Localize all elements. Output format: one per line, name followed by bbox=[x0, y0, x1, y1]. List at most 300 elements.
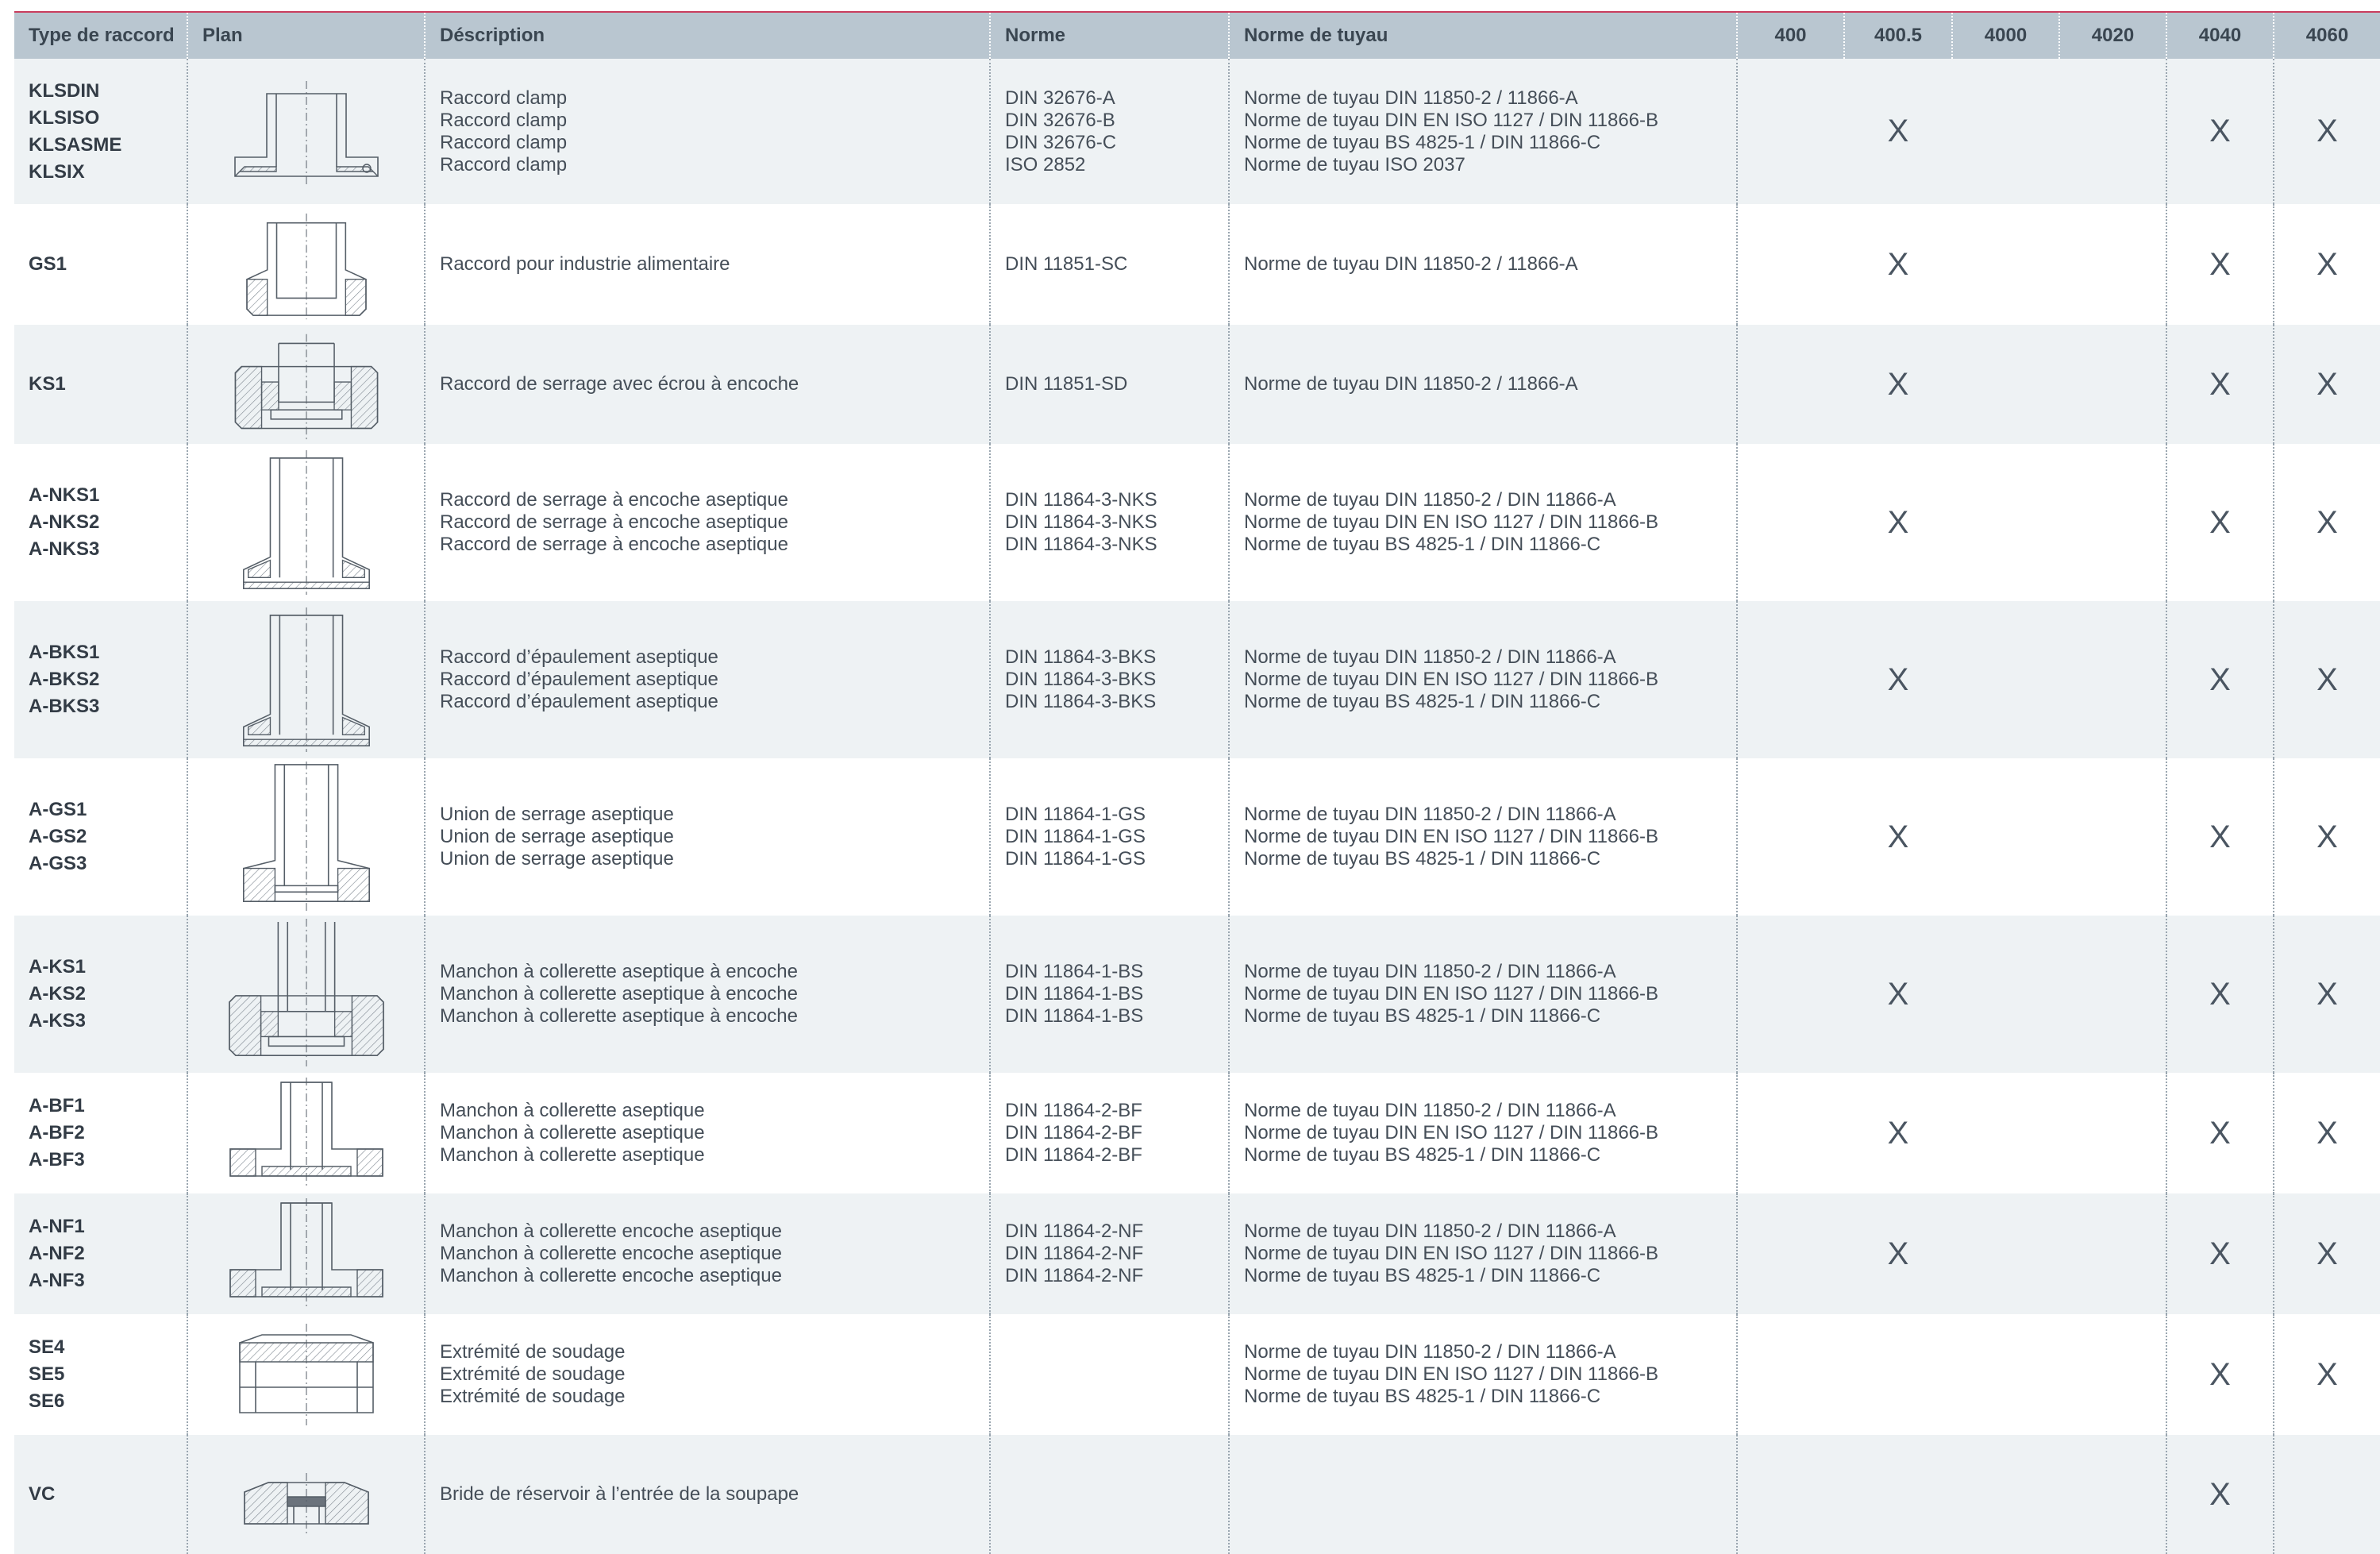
header-series-400: 400 bbox=[1737, 13, 1844, 59]
type-code: VC bbox=[29, 1483, 56, 1505]
description-line: Raccord de serrage à encoche aseptique bbox=[440, 534, 788, 555]
pipe-standard-cell-lines bbox=[1244, 1214, 1736, 1294]
description-line: Union de serrage aseptique bbox=[440, 804, 674, 825]
compatibility-mark: X bbox=[2316, 976, 2338, 1012]
pipe-standard-line: Norme de tuyau DIN 11850-2 / DIN 11866-A bbox=[1244, 489, 1616, 511]
norme-line: DIN 32676-A bbox=[1005, 87, 1115, 109]
connection-types-table bbox=[14, 13, 2380, 1554]
series-mark-s4000 bbox=[1952, 204, 2059, 325]
type-code: A-BKS3 bbox=[29, 696, 100, 717]
description-line: Manchon à collerette aseptique bbox=[440, 1100, 705, 1121]
pipe-standard-cell-lines bbox=[1244, 797, 1736, 877]
type-code: A-KS1 bbox=[29, 956, 87, 978]
tank-flange-icon bbox=[211, 1451, 402, 1538]
pipe-standard-line: Norme de tuyau DIN 11850-2 / DIN 11866-A bbox=[1244, 804, 1616, 825]
pipe-standard-cell-lines bbox=[1244, 253, 1736, 276]
norme-cell-lines bbox=[1005, 253, 1228, 276]
description-cell bbox=[425, 59, 990, 204]
aseptic-flange-icon bbox=[211, 1076, 402, 1190]
series-mark-s4005 bbox=[1844, 1314, 1952, 1435]
series-mark-s4060 bbox=[2274, 1073, 2380, 1193]
compatibility-mark: X bbox=[1887, 661, 1909, 697]
series-mark-s4020 bbox=[2059, 758, 2166, 916]
type-code: A-KS2 bbox=[29, 983, 87, 1005]
aseptic-slotted-nut-icon bbox=[211, 917, 402, 1071]
description-cell-lines bbox=[440, 483, 989, 562]
description-cell-lines bbox=[440, 1214, 989, 1294]
compatibility-mark: X bbox=[1887, 976, 1909, 1012]
compatibility-mark: X bbox=[2316, 366, 2338, 402]
aseptic-notched-ferrule-icon bbox=[211, 445, 402, 600]
series-mark-s4000 bbox=[1952, 1073, 2059, 1193]
type-code: KS1 bbox=[29, 373, 66, 395]
type-code: A-BF3 bbox=[29, 1149, 85, 1170]
norme-line: DIN 11864-1-GS bbox=[1005, 804, 1146, 825]
series-mark-s4060 bbox=[2274, 1193, 2380, 1314]
description-cell bbox=[425, 1314, 990, 1435]
type-codes-cell bbox=[14, 325, 187, 444]
series-mark-s4020 bbox=[2059, 444, 2166, 601]
type-code: A-KS3 bbox=[29, 1010, 87, 1032]
norme-cell bbox=[990, 916, 1229, 1073]
compatibility-mark: X bbox=[2209, 504, 2231, 540]
series-mark-s400 bbox=[1737, 1193, 1844, 1314]
norme-cell-lines bbox=[1005, 954, 1228, 1034]
series-mark-s4020 bbox=[2059, 204, 2166, 325]
pipe-standard-line: Norme de tuyau BS 4825-1 / DIN 11866-C bbox=[1244, 131, 1601, 153]
table-row bbox=[14, 601, 2380, 758]
table-row bbox=[14, 1314, 2380, 1435]
header-series-4020: 4020 bbox=[2059, 13, 2166, 59]
series-mark-s4020 bbox=[2059, 325, 2166, 444]
norme-cell bbox=[990, 1314, 1229, 1435]
series-mark-s4000 bbox=[1952, 916, 2059, 1073]
pipe-standard-line: Norme de tuyau DIN 11850-2 / 11866-A bbox=[1244, 373, 1578, 395]
series-mark-s400 bbox=[1737, 204, 1844, 325]
norme-line: DIN 11864-3-BKS bbox=[1005, 646, 1157, 668]
norme-line: DIN 11864-3-NKS bbox=[1005, 511, 1157, 533]
header-norme: Norme bbox=[990, 13, 1229, 59]
type-code: SE6 bbox=[29, 1390, 65, 1412]
description-cell-lines bbox=[440, 797, 989, 877]
plan-cell bbox=[187, 916, 425, 1073]
series-mark-s4060 bbox=[2274, 601, 2380, 758]
pipe-standard-line: Norme de tuyau DIN 11850-2 / DIN 11866-A bbox=[1244, 961, 1616, 982]
series-mark-s4005 bbox=[1844, 758, 1952, 916]
plan-cell bbox=[187, 59, 425, 204]
compatibility-mark: X bbox=[2316, 1236, 2338, 1271]
plan-cell bbox=[187, 1193, 425, 1314]
pipe-standard-cell-lines bbox=[1244, 373, 1736, 395]
compatibility-mark: X bbox=[1887, 819, 1909, 854]
type-code: A-NKS2 bbox=[29, 511, 100, 533]
norme-cell bbox=[990, 444, 1229, 601]
type-code: A-BKS2 bbox=[29, 669, 100, 690]
type-codes-cell bbox=[14, 1073, 187, 1193]
type-code: KLSASME bbox=[29, 133, 122, 156]
norme-cell bbox=[990, 325, 1229, 444]
compatibility-mark: X bbox=[1887, 1236, 1909, 1271]
description-line: Union de serrage aseptique bbox=[440, 848, 674, 870]
pipe-standard-cell bbox=[1229, 601, 1737, 758]
description-cell bbox=[425, 916, 990, 1073]
series-mark-s4040 bbox=[2166, 1073, 2274, 1193]
norme-cell bbox=[990, 601, 1229, 758]
plan-cell bbox=[187, 601, 425, 758]
pipe-standard-line: Norme de tuyau BS 4825-1 / DIN 11866-C bbox=[1244, 1005, 1601, 1027]
norme-line: DIN 11864-2-NF bbox=[1005, 1220, 1144, 1242]
norme-cell-lines bbox=[1005, 1093, 1228, 1173]
description-cell bbox=[425, 204, 990, 325]
pipe-standard-line: Norme de tuyau BS 4825-1 / DIN 11866-C bbox=[1244, 848, 1601, 870]
series-mark-s4020 bbox=[2059, 601, 2166, 758]
series-mark-s4000 bbox=[1952, 325, 2059, 444]
series-mark-s4060 bbox=[2274, 59, 2380, 204]
series-mark-s4020 bbox=[2059, 916, 2166, 1073]
norme-line: DIN 11851-SD bbox=[1005, 373, 1128, 395]
norme-cell bbox=[990, 1435, 1229, 1554]
type-code: A-BKS1 bbox=[29, 642, 100, 663]
series-mark-s400 bbox=[1737, 1073, 1844, 1193]
compatibility-mark: X bbox=[2209, 366, 2231, 402]
header-pipe-standard: Norme de tuyau bbox=[1229, 13, 1737, 59]
pipe-standard-line: Norme de tuyau DIN EN ISO 1127 / DIN 11866-B bbox=[1244, 511, 1659, 533]
pipe-standard-line: Norme de tuyau DIN EN ISO 1127 / DIN 11866-B bbox=[1244, 1363, 1659, 1385]
compatibility-mark: X bbox=[2209, 819, 2231, 854]
series-mark-s400 bbox=[1737, 916, 1844, 1073]
series-mark-s4060 bbox=[2274, 916, 2380, 1073]
series-mark-s4040 bbox=[2166, 444, 2274, 601]
norme-line: DIN 11864-1-BS bbox=[1005, 983, 1144, 1005]
pipe-standard-cell-lines bbox=[1244, 84, 1736, 179]
table-row bbox=[14, 59, 2380, 204]
series-mark-s4000 bbox=[1952, 59, 2059, 204]
plan-cell bbox=[187, 1314, 425, 1435]
series-mark-s4060 bbox=[2274, 204, 2380, 325]
description-line: Manchon à collerette aseptique à encoche bbox=[440, 961, 798, 982]
type-code: SE4 bbox=[29, 1336, 65, 1358]
table-row bbox=[14, 444, 2380, 601]
description-line: Raccord d’épaulement aseptique bbox=[440, 646, 718, 668]
description-line: Manchon à collerette aseptique à encoche bbox=[440, 983, 798, 1005]
description-line: Raccord de serrage à encoche aseptique bbox=[440, 511, 788, 533]
norme-cell bbox=[990, 758, 1229, 916]
type-code: A-GS2 bbox=[29, 826, 87, 847]
compatibility-mark: X bbox=[2316, 114, 2338, 148]
plan-cell bbox=[187, 1073, 425, 1193]
series-mark-s4040 bbox=[2166, 601, 2274, 758]
series-mark-s4040 bbox=[2166, 1314, 2274, 1435]
compatibility-mark: X bbox=[2209, 246, 2231, 282]
clamp-ferrule-icon bbox=[211, 68, 402, 195]
norme-line: DIN 11864-1-BS bbox=[1005, 1005, 1144, 1027]
description-line: Extrémité de soudage bbox=[440, 1341, 626, 1363]
pipe-standard-line: Norme de tuyau DIN EN ISO 1127 / DIN 11866-B bbox=[1244, 1122, 1659, 1143]
table-row bbox=[14, 1435, 2380, 1554]
plan-cell bbox=[187, 1435, 425, 1554]
description-cell-lines bbox=[440, 954, 989, 1034]
compatibility-table-sheet bbox=[14, 11, 2380, 1538]
pipe-standard-line: Norme de tuyau DIN 11850-2 / DIN 11866-A bbox=[1244, 1220, 1616, 1242]
description-cell bbox=[425, 1193, 990, 1314]
norme-cell-lines bbox=[1005, 1214, 1228, 1294]
series-mark-s4040 bbox=[2166, 204, 2274, 325]
pipe-standard-cell bbox=[1229, 59, 1737, 204]
norme-line: DIN 11864-2-NF bbox=[1005, 1265, 1144, 1286]
description-line: Bride de réservoir à l’entrée de la soupape bbox=[440, 1483, 799, 1505]
series-mark-s4020 bbox=[2059, 59, 2166, 204]
series-mark-s4005 bbox=[1844, 1073, 1952, 1193]
type-code: A-BF2 bbox=[29, 1122, 85, 1143]
description-cell-lines bbox=[440, 373, 989, 395]
compatibility-mark: X bbox=[2209, 661, 2231, 697]
series-mark-s4040 bbox=[2166, 325, 2274, 444]
series-mark-s4040 bbox=[2166, 916, 2274, 1073]
type-codes-cell bbox=[14, 1435, 187, 1554]
norme-cell-lines bbox=[1005, 797, 1228, 877]
pipe-standard-cell-lines bbox=[1244, 483, 1736, 562]
description-line: Raccord de serrage à encoche aseptique bbox=[440, 489, 788, 511]
table-row bbox=[14, 1073, 2380, 1193]
series-mark-s4040 bbox=[2166, 59, 2274, 204]
series-mark-s4020 bbox=[2059, 1073, 2166, 1193]
pipe-standard-line: Norme de tuyau BS 4825-1 / DIN 11866-C bbox=[1244, 534, 1601, 555]
description-cell bbox=[425, 1073, 990, 1193]
norme-line: DIN 11864-1-BS bbox=[1005, 961, 1144, 982]
norme-line: DIN 32676-B bbox=[1005, 109, 1115, 131]
pipe-standard-line: Norme de tuyau DIN 11850-2 / DIN 11866-A bbox=[1244, 1341, 1616, 1363]
compatibility-mark: X bbox=[2316, 246, 2338, 282]
pipe-standard-line: Norme de tuyau BS 4825-1 / DIN 11866-C bbox=[1244, 691, 1601, 712]
norme-line: DIN 32676-C bbox=[1005, 131, 1117, 153]
compatibility-mark: X bbox=[2316, 1356, 2338, 1392]
header-series-400-5: 400.5 bbox=[1844, 13, 1952, 59]
description-line: Manchon à collerette aseptique bbox=[440, 1144, 705, 1166]
series-mark-s4060 bbox=[2274, 1314, 2380, 1435]
pipe-standard-line: Norme de tuyau BS 4825-1 / DIN 11866-C bbox=[1244, 1386, 1601, 1407]
description-line: Raccord clamp bbox=[440, 109, 568, 131]
pipe-standard-line: Norme de tuyau DIN 11850-2 / 11866-A bbox=[1244, 87, 1578, 109]
series-mark-s4005 bbox=[1844, 601, 1952, 758]
description-cell-lines bbox=[440, 1483, 989, 1506]
norme-line: DIN 11864-3-BKS bbox=[1005, 669, 1157, 690]
pipe-standard-cell bbox=[1229, 1193, 1737, 1314]
pipe-standard-cell bbox=[1229, 325, 1737, 444]
compatibility-mark: X bbox=[2209, 1236, 2231, 1271]
type-code: KLSISO bbox=[29, 106, 100, 129]
pipe-standard-cell bbox=[1229, 1314, 1737, 1435]
series-mark-s4020 bbox=[2059, 1314, 2166, 1435]
norme-line: DIN 11864-3-BKS bbox=[1005, 691, 1157, 712]
type-code: A-NF3 bbox=[29, 1270, 85, 1291]
series-mark-s4005 bbox=[1844, 1193, 1952, 1314]
aseptic-notched-flange-icon bbox=[211, 1197, 402, 1311]
type-code: A-NKS3 bbox=[29, 538, 100, 560]
type-code: A-NF1 bbox=[29, 1216, 85, 1237]
description-cell bbox=[425, 1435, 990, 1554]
norme-cell-lines bbox=[1005, 640, 1228, 719]
threaded-union-icon bbox=[211, 206, 402, 323]
series-mark-s4000 bbox=[1952, 444, 2059, 601]
description-line: Raccord pour industrie alimentaire bbox=[440, 253, 730, 275]
table-row bbox=[14, 1193, 2380, 1314]
table-row bbox=[14, 204, 2380, 325]
header-plan: Plan bbox=[187, 13, 425, 59]
pipe-standard-cell bbox=[1229, 204, 1737, 325]
description-line: Raccord clamp bbox=[440, 87, 568, 109]
compatibility-mark: X bbox=[1887, 1115, 1909, 1151]
description-line: Raccord de serrage avec écrou à encoche bbox=[440, 373, 799, 395]
header-type: Type de raccord bbox=[14, 13, 187, 59]
norme-cell-lines bbox=[1005, 373, 1228, 395]
plan-cell bbox=[187, 758, 425, 916]
norme-line: DIN 11864-2-BF bbox=[1005, 1122, 1142, 1143]
type-code: A-NKS1 bbox=[29, 484, 100, 506]
pipe-standard-line: Norme de tuyau DIN 11850-2 / DIN 11866-A bbox=[1244, 1100, 1616, 1121]
description-line: Manchon à collerette encoche aseptique bbox=[440, 1243, 782, 1264]
series-mark-s4000 bbox=[1952, 1435, 2059, 1554]
pipe-standard-line: Norme de tuyau DIN 11850-2 / 11866-A bbox=[1244, 253, 1578, 275]
type-codes-cell bbox=[14, 1314, 187, 1435]
aseptic-shoulder-ferrule-icon bbox=[211, 603, 402, 757]
series-mark-s4040 bbox=[2166, 758, 2274, 916]
table-row bbox=[14, 916, 2380, 1073]
compatibility-mark: X bbox=[2209, 1356, 2231, 1392]
pipe-standard-cell-lines bbox=[1244, 640, 1736, 719]
series-mark-s4000 bbox=[1952, 1314, 2059, 1435]
pipe-standard-line: Norme de tuyau DIN EN ISO 1127 / DIN 11866-B bbox=[1244, 1243, 1659, 1264]
description-cell-lines bbox=[440, 640, 989, 719]
description-line: Union de serrage aseptique bbox=[440, 826, 674, 847]
series-mark-s4005 bbox=[1844, 325, 1952, 444]
norme-line: ISO 2852 bbox=[1005, 153, 1086, 175]
series-mark-s4005 bbox=[1844, 59, 1952, 204]
norme-line: DIN 11864-1-GS bbox=[1005, 826, 1146, 847]
pipe-standard-line: Norme de tuyau DIN EN ISO 1127 / DIN 11866-B bbox=[1244, 669, 1659, 690]
description-line: Manchon à collerette aseptique à encoche bbox=[440, 1005, 798, 1027]
description-cell bbox=[425, 444, 990, 601]
compatibility-mark: X bbox=[1887, 246, 1909, 282]
series-mark-s4020 bbox=[2059, 1193, 2166, 1314]
plan-cell bbox=[187, 325, 425, 444]
norme-line: DIN 11864-3-NKS bbox=[1005, 489, 1157, 511]
series-mark-s400 bbox=[1737, 444, 1844, 601]
compatibility-mark: X bbox=[1887, 504, 1909, 540]
series-mark-s400 bbox=[1737, 325, 1844, 444]
norme-cell bbox=[990, 1073, 1229, 1193]
series-mark-s4020 bbox=[2059, 1435, 2166, 1554]
table-row bbox=[14, 325, 2380, 444]
pipe-standard-cell bbox=[1229, 916, 1737, 1073]
pipe-standard-cell bbox=[1229, 758, 1737, 916]
pipe-standard-cell-lines bbox=[1244, 1093, 1736, 1173]
type-codes-cell bbox=[14, 758, 187, 916]
type-code: A-NF2 bbox=[29, 1243, 85, 1264]
compatibility-mark: X bbox=[2316, 1115, 2338, 1151]
type-codes-cell bbox=[14, 916, 187, 1073]
description-line: Raccord d’épaulement aseptique bbox=[440, 669, 718, 690]
compatibility-mark: X bbox=[1887, 366, 1909, 402]
compatibility-mark: X bbox=[2316, 819, 2338, 854]
pipe-standard-line: Norme de tuyau BS 4825-1 / DIN 11866-C bbox=[1244, 1144, 1601, 1166]
aseptic-threaded-union-icon bbox=[211, 760, 402, 914]
norme-line: DIN 11851-SC bbox=[1005, 253, 1128, 275]
compatibility-mark: X bbox=[2316, 504, 2338, 540]
description-cell bbox=[425, 758, 990, 916]
description-line: Extrémité de soudage bbox=[440, 1363, 626, 1385]
series-mark-s4000 bbox=[1952, 1193, 2059, 1314]
pipe-standard-line: Norme de tuyau DIN EN ISO 1127 / DIN 11866-B bbox=[1244, 983, 1659, 1005]
norme-line: DIN 11864-2-BF bbox=[1005, 1144, 1142, 1166]
series-mark-s4000 bbox=[1952, 758, 2059, 916]
type-code: A-GS3 bbox=[29, 853, 87, 874]
pipe-standard-cell bbox=[1229, 1073, 1737, 1193]
norme-line: DIN 11864-2-BF bbox=[1005, 1100, 1142, 1121]
compatibility-mark: X bbox=[2209, 114, 2231, 148]
description-cell-lines bbox=[440, 253, 989, 276]
type-codes-cell bbox=[14, 59, 187, 204]
series-mark-s400 bbox=[1737, 1435, 1844, 1554]
norme-cell bbox=[990, 1193, 1229, 1314]
header-description: Déscription bbox=[425, 13, 990, 59]
norme-cell bbox=[990, 204, 1229, 325]
series-mark-s4060 bbox=[2274, 444, 2380, 601]
compatibility-mark: X bbox=[2316, 661, 2338, 697]
type-code: KLSDIN bbox=[29, 79, 100, 102]
series-mark-s4005 bbox=[1844, 916, 1952, 1073]
pipe-standard-line: Norme de tuyau DIN EN ISO 1127 / DIN 11866-B bbox=[1244, 826, 1659, 847]
header-series-4060: 4060 bbox=[2274, 13, 2380, 59]
type-codes-cell bbox=[14, 1193, 187, 1314]
pipe-standard-cell bbox=[1229, 444, 1737, 601]
pipe-standard-line: Norme de tuyau DIN 11850-2 / DIN 11866-A bbox=[1244, 646, 1616, 668]
pipe-standard-line: Norme de tuyau DIN EN ISO 1127 / DIN 11866-B bbox=[1244, 109, 1659, 131]
norme-line: DIN 11864-3-NKS bbox=[1005, 534, 1157, 555]
type-codes-cell bbox=[14, 204, 187, 325]
type-code: KLSIX bbox=[29, 160, 85, 183]
type-codes-cell bbox=[14, 601, 187, 758]
description-line: Extrémité de soudage bbox=[440, 1386, 626, 1407]
norme-cell bbox=[990, 59, 1229, 204]
pipe-standard-cell-lines bbox=[1244, 954, 1736, 1034]
type-code: SE5 bbox=[29, 1363, 65, 1385]
plan-cell bbox=[187, 204, 425, 325]
table-body bbox=[14, 59, 2380, 1554]
description-line: Manchon à collerette encoche aseptique bbox=[440, 1220, 782, 1242]
series-mark-s400 bbox=[1737, 1314, 1844, 1435]
plan-cell bbox=[187, 444, 425, 601]
description-cell-lines bbox=[440, 1093, 989, 1173]
table-row bbox=[14, 758, 2380, 916]
series-mark-s400 bbox=[1737, 601, 1844, 758]
compatibility-mark: X bbox=[2209, 976, 2231, 1012]
description-cell-lines bbox=[440, 84, 989, 179]
type-code: A-BF1 bbox=[29, 1095, 85, 1116]
description-line: Manchon à collerette encoche aseptique bbox=[440, 1265, 782, 1286]
type-codes-cell bbox=[14, 444, 187, 601]
norme-line: DIN 11864-2-NF bbox=[1005, 1243, 1144, 1264]
series-mark-s4005 bbox=[1844, 204, 1952, 325]
header-series-4000: 4000 bbox=[1952, 13, 2059, 59]
compatibility-mark: X bbox=[2209, 1115, 2231, 1151]
description-line: Raccord clamp bbox=[440, 153, 568, 175]
series-mark-s4000 bbox=[1952, 601, 2059, 758]
description-line: Raccord d’épaulement aseptique bbox=[440, 691, 718, 712]
pipe-standard-line: Norme de tuyau BS 4825-1 / DIN 11866-C bbox=[1244, 1265, 1601, 1286]
series-mark-s4005 bbox=[1844, 444, 1952, 601]
header-series-4040: 4040 bbox=[2166, 13, 2274, 59]
series-mark-s4060 bbox=[2274, 325, 2380, 444]
